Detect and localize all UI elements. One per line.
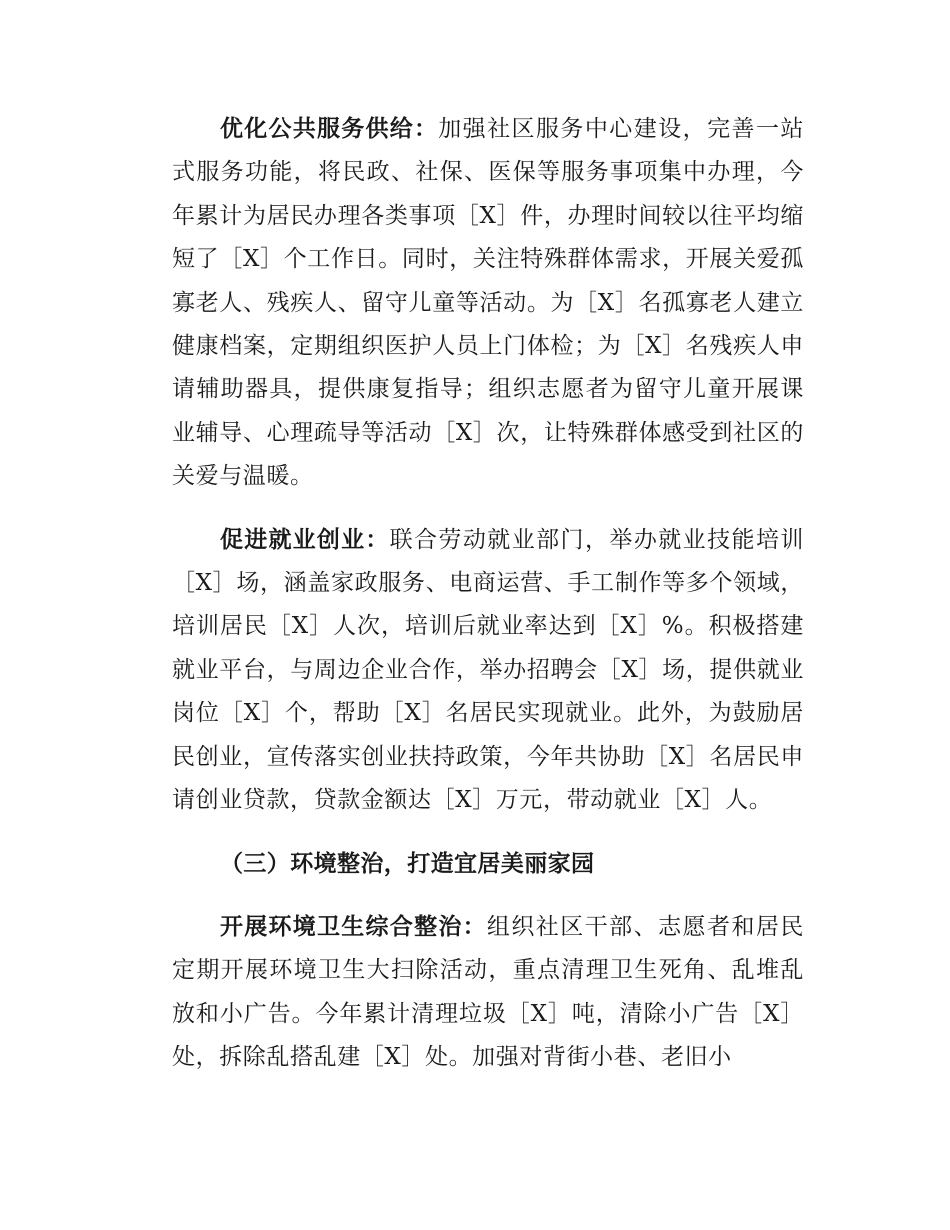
paragraph-employment [172,519,804,823]
paragraph-body: 加强社区服务中心建设，完善一站式服务功能，将民政、社保、医保等服务事项集中办理，今年累计为居民办理各类事项［X］件，办理时间较以往平均缩短了［X］个工作日。同时，关注特殊群体需求，开展关爱孤寡老人、残疾人、留守儿童等活动。为［X］名孤寡老人建立健康档案，定期组织医护人员上门体检；为［X］名残疾人申请辅助器具，提供康复指导；组织志愿者为留守儿童开展课业辅导、心理疏导等活动［X］次，让特殊群体感受到社区的关爱与温暖。 [172,116,805,490]
paragraph-lead: 促进就业创业： [220,526,390,553]
paragraph-lead: 开展环境卫生综合整治： [220,913,487,940]
paragraph-public-service [172,108,804,499]
paragraph-body: 组织社区干部、志愿者和居民定期开展环境卫生大扫除活动，重点清理卫生死角、乱堆乱放和小广告。今年累计清理垃圾［X］吨，清除小广告［X］处，拆除乱搭乱建［X］处。加强对背街小巷、老旧小 [172,913,804,1071]
paragraph-body: 联合劳动就业部门，举办就业技能培训［X］场，涵盖家政服务、电商运营、手工制作等多个领域，培训居民［X］人次，培训后就业率达到［X］%。积极搭建就业平台，与周边企业合作，举办招聘会［X］场，提供就业岗位［X］个，帮助［X］名居民实现就业。此外，为鼓励居民创业，宣传落实创业扶持政策，今年共协助［X］名居民申请创业贷款，贷款金额达［X］万元，带动就业［X］人。 [172,526,804,814]
paragraph-lead: 优化公共服务供给： [220,116,439,142]
section-heading: （三）环境整治，打造宜居美丽家园 [220,850,595,877]
paragraph-environment [172,906,804,1080]
document-page [172,108,804,1100]
